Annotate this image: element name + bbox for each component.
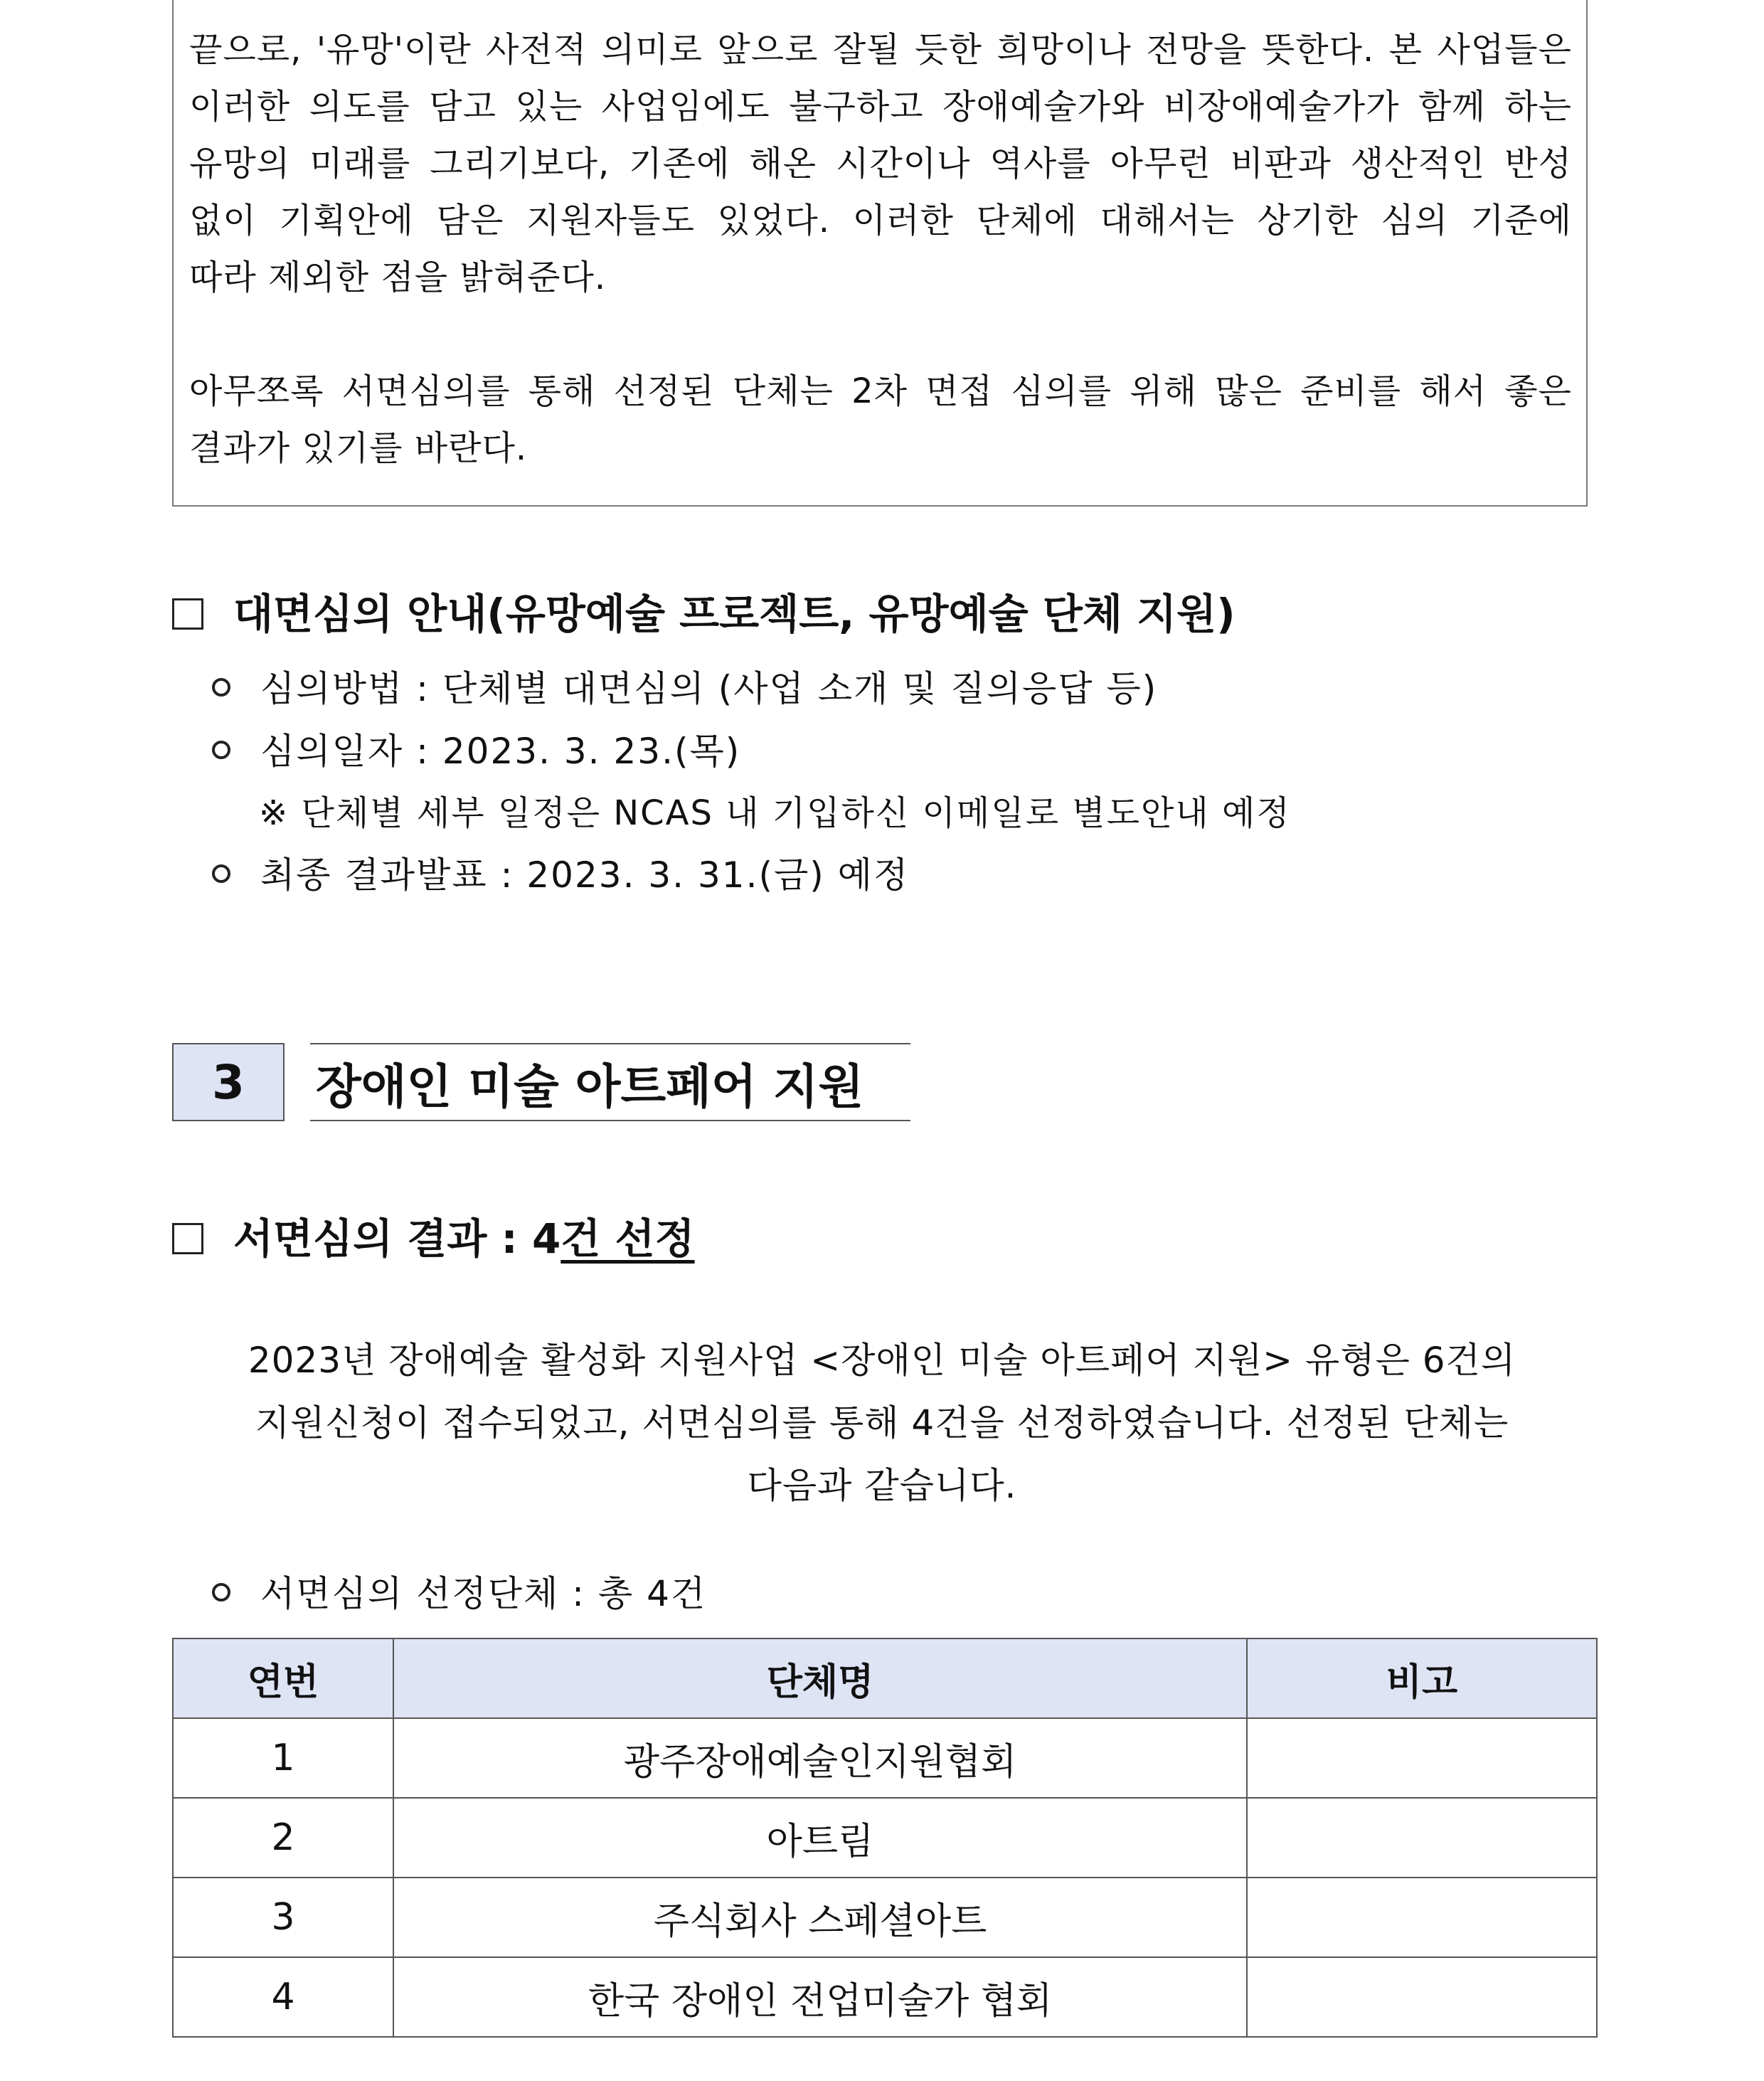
result-heading [172, 1205, 695, 1265]
checkbox-square-icon [172, 598, 203, 630]
row-organization: 주식회사 스페셜아트 [393, 1878, 1247, 1957]
row-remarks [1247, 1798, 1597, 1878]
row-number: 3 [173, 1878, 393, 1957]
circle-bullet-icon [212, 678, 230, 697]
interview-date-text: 심의일자 : 2023. 3. 23.(목) [260, 731, 741, 772]
selected-count-text: 서면심의 선정단체 : 총 4건 [260, 1573, 707, 1614]
selected-organizations-table [172, 1638, 1598, 2038]
review-line: 끝으로, '유망'이란 사전적 의미로 앞으로 잘될 듯한 희망이나 전망을 뜻한다. 본 사업들은 [189, 30, 1572, 70]
result-heading-underlined: 건 선정 [560, 1214, 695, 1263]
table-row [173, 1957, 1597, 2037]
row-number: 4 [173, 1957, 393, 2037]
review-line: 따라 제외한 점을 밝혀준다. [189, 258, 607, 297]
interview-method-item [212, 660, 1157, 711]
review-line: 유망의 미래를 그리기보다, 기존에 해온 시간이나 역사를 아무런 비판과 생산적인 반성 [189, 144, 1572, 184]
row-remarks [1247, 1718, 1597, 1798]
table-header-row [173, 1638, 1597, 1718]
section-number: 3 [172, 1043, 285, 1121]
result-heading-text: 서면심의 결과 : 4 [233, 1214, 561, 1263]
header-remarks: 비고 [1247, 1638, 1597, 1718]
intro-line: 지원신청이 접수되었고, 서면심의를 통해 4건을 선정하였습니다. 선정된 단체는 [255, 1402, 1509, 1444]
header-organization: 단체명 [393, 1638, 1247, 1718]
intro-line: 다음과 같습니다. [747, 1465, 1017, 1506]
intro-line: 2023년 장애예술 활성화 지원사업 <장애인 미술 아트페어 지원> 유형은 6건의 [248, 1340, 1516, 1381]
section-title: 장애인 미술 아트페어 지원 [310, 1043, 910, 1121]
interview-date-item [212, 723, 740, 774]
review-line: 아무쪼록 서면심의를 통해 선정된 단체는 2차 면접 심의를 위해 많은 준비를 해서 좋은 [189, 371, 1572, 411]
circle-bullet-icon [212, 1583, 230, 1601]
table-row [173, 1718, 1597, 1798]
final-announcement-text: 최종 결과발표 : 2023. 3. 31.(금) 예정 [260, 854, 910, 896]
final-announcement-item [212, 847, 909, 898]
row-organization: 한국 장애인 전업미술가 협회 [393, 1957, 1247, 2037]
interview-heading-text: 대면심의 안내(유망예술 프로젝트, 유망예술 단체 지원) [233, 590, 1236, 638]
header-number: 연번 [173, 1638, 393, 1718]
table-row [173, 1798, 1597, 1878]
review-line: 결과가 있기를 바란다. [189, 428, 528, 468]
circle-bullet-icon [212, 864, 230, 883]
selected-count-item [212, 1565, 706, 1616]
review-line: 없이 기획안에 담은 지원자들도 있었다. 이러한 단체에 대해서는 상기한 심의 기준에 [189, 201, 1572, 240]
review-line: 이러한 의도를 담고 있는 사업임에도 불구하고 장애예술가와 비장애예술가가 함께 하는 [189, 87, 1572, 127]
interview-schedule-note: ※ 단체별 세부 일정은 NCAS 내 기입하신 이메일로 별도안내 예정 [259, 793, 1291, 833]
checkbox-square-icon [172, 1223, 203, 1254]
row-organization: 아트림 [393, 1798, 1247, 1878]
interview-heading [172, 581, 1236, 640]
row-remarks [1247, 1957, 1597, 2037]
interview-method-text: 심의방법 : 단체별 대면심의 (사업 소개 및 질의응답 등) [260, 668, 1158, 709]
table-row [173, 1878, 1597, 1957]
row-number: 1 [173, 1718, 393, 1798]
row-organization: 광주장애예술인지원협회 [393, 1718, 1247, 1798]
row-number: 2 [173, 1798, 393, 1878]
row-remarks [1247, 1878, 1597, 1957]
circle-bullet-icon [212, 741, 230, 759]
